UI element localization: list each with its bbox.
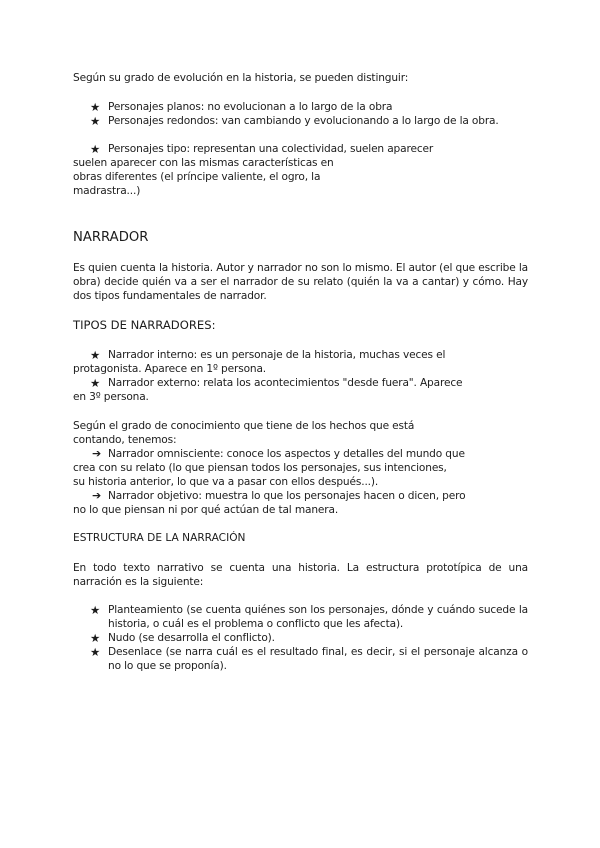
list-item-personajes-tipo: Personajes tipo: representan una colectividad, suelen aparecer (108, 143, 434, 155)
list-item-desenlace: Desenlace (se narra cuál es el resultado final, es decir, si el personaje alcanza o no lo que se proponía). (108, 646, 528, 672)
list-item-personajes-planos: Personajes planos: no evolucionan a lo largo de la obra (108, 101, 393, 113)
narrador-externo-line: en 3º persona. (73, 391, 149, 403)
heading-tipos-de-narradores: TIPOS DE NARRADORES: (73, 318, 216, 332)
narrador-omnisciente-line: crea con su relato (lo que piensan todos los personajes, sus intenciones, (73, 462, 447, 474)
text-line: obras diferentes (el príncipe valiente, el ogro, la (73, 171, 321, 183)
star-bullet-icon: ★ (90, 348, 101, 362)
star-bullet-icon: ★ (90, 100, 101, 114)
conocimiento-line: Según el grado de conocimiento que tiene de los hechos que está (73, 420, 415, 432)
narrador-omnisciente-line: Narrador omnisciente: conoce los aspectos y detalles del mundo que (108, 448, 465, 460)
heading-narrador: NARRADOR (73, 230, 149, 245)
list-item-planteamiento: Planteamiento (se cuenta quiénes son los personajes, dónde y cuándo sucede la historia, o cuál es el problema o conflicto que les afecta). (108, 604, 528, 630)
list-item-personajes-redondos: Personajes redondos: van cambiando y evolucionando a lo largo de la obra. (108, 115, 499, 127)
narrador-interno-line: Narrador interno: es un personaje de la historia, muchas veces el (108, 349, 446, 361)
paragraph-narrador: Es quien cuenta la historia. Autor y narrador no son lo mismo. El autor (el que escribe la obra) decide quién va a ser el narrador de su relato (quién la va a cantar) y cómo. Hay dos tipos fundamentales de narrador. (73, 262, 528, 302)
text-line: suelen aparecer con las mismas características en (73, 157, 334, 169)
narrador-objetivo-line: Narrador objetivo: muestra lo que los personajes hacen o dicen, pero (108, 490, 466, 502)
intro-text: Según su grado de evolución en la historia, se pueden distinguir: (73, 72, 409, 84)
narrador-omnisciente-line: su historia anterior, lo que va a pasar con ellos después...). (73, 476, 379, 488)
text-line: madrastra...) (73, 185, 141, 197)
star-bullet-icon: ★ (90, 631, 101, 645)
heading-estructura: ESTRUCTURA DE LA NARRACIÓN (73, 532, 246, 544)
narrador-interno-line: protagonista. Aparece en 1º persona. (73, 363, 267, 375)
narrador-objetivo-line: no lo que piensan ni por qué actúan de tal manera. (73, 504, 339, 516)
arrow-bullet-icon: ➔ (92, 489, 102, 502)
star-bullet-icon: ★ (90, 376, 101, 390)
conocimiento-line: contando, tenemos: (73, 434, 177, 446)
paragraph-estructura: En todo texto narrativo se cuenta una historia. La estructura prototípica de una narración es la siguiente: (73, 562, 528, 588)
star-bullet-icon: ★ (90, 114, 101, 128)
list-item-nudo: Nudo (se desarrolla el conflicto). (108, 632, 275, 644)
star-bullet-icon: ★ (90, 603, 101, 617)
arrow-bullet-icon: ➔ (92, 447, 102, 460)
star-bullet-icon: ★ (90, 142, 101, 156)
star-bullet-icon: ★ (90, 645, 101, 659)
narrador-externo-line: Narrador externo: relata los acontecimientos "desde fuera". Aparece (108, 377, 463, 389)
